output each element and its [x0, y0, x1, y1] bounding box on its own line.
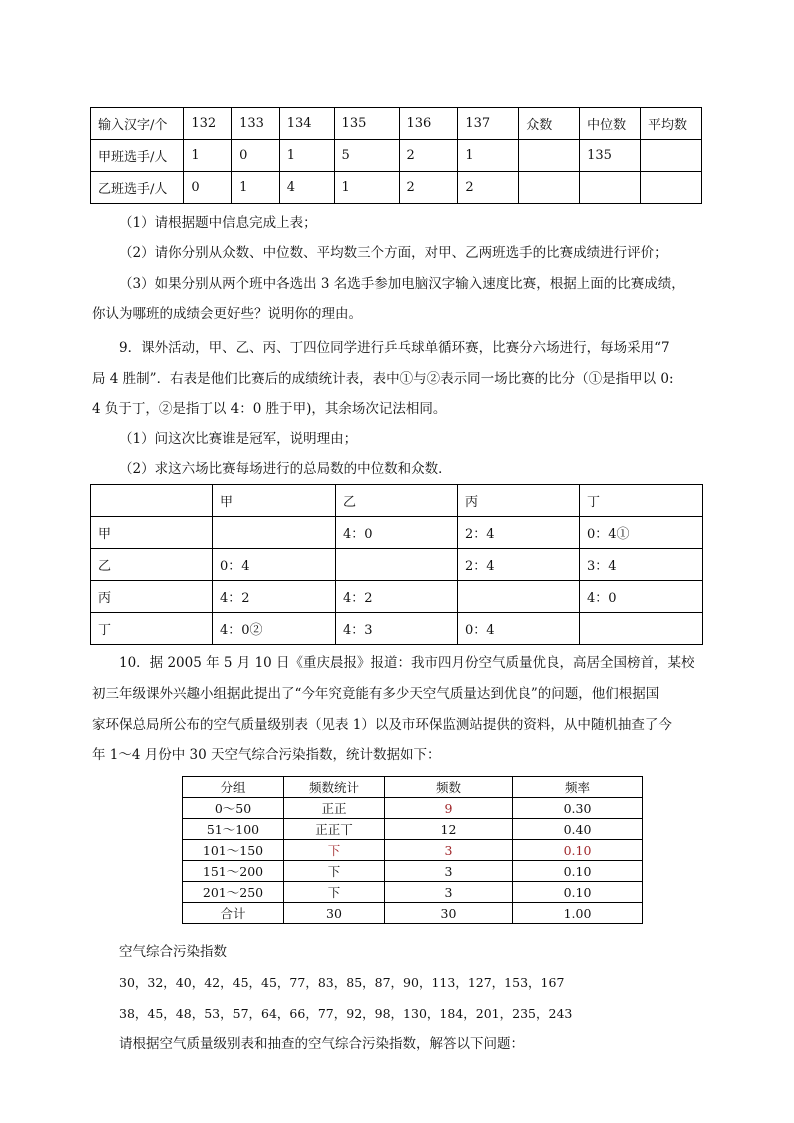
score-value: 2：4: [465, 527, 495, 542]
problem9-text-line2: 局 4 胜制”．右表是他们比赛后的成绩统计表，表中①与②表示同一场比赛的比分（①是指甲以 0:: [92, 371, 674, 387]
header-cell: 甲: [213, 485, 336, 517]
score-cell: [580, 581, 703, 613]
table-row: [91, 549, 703, 581]
row-label-cell: 丁: [91, 613, 213, 645]
row-label-cell: 甲: [91, 517, 213, 549]
tally-cell: 30: [284, 903, 385, 924]
tournament-table: [90, 484, 703, 645]
pollution-data-line2: 38，45，48，53，57，64，66，77，92，98，130，184，201，235，243: [119, 1006, 573, 1021]
table-cell: 2: [458, 172, 519, 204]
score-cell: [458, 581, 580, 613]
count-cell: 3: [385, 840, 513, 861]
problem10-text-line1: 10．据 2005 年 5 月 10 日《重庆晨报》报道：我市四月份空气质量优良，高居全国榜首，某校: [119, 655, 695, 671]
score-value: 4：2: [220, 591, 250, 606]
group-cell: 合计: [183, 903, 284, 924]
header-cell: 频数统计: [284, 777, 385, 798]
row-label-cell: 乙: [91, 549, 213, 581]
q8-part3: （3）如果分别从两个班中各选出 3 名选手参加电脑汉字输入速度比赛，根据上面的比赛成绩，: [119, 276, 685, 292]
table-header-row: [91, 108, 702, 140]
table-cell: 0: [232, 140, 280, 172]
table-row: [91, 140, 702, 172]
q8-part2: （2）请你分别从众数、中位数、平均数三个方面，对甲、乙两班选手的比赛成绩进行评价；: [119, 245, 668, 261]
group-cell: 201～250: [183, 882, 284, 903]
score-value: 3：4: [587, 559, 617, 574]
problem10-text-line3: 家环保总局所公布的空气质量级别表（见表 1）以及市环保监测站提供的资料，从中随机抽查了今: [92, 717, 672, 733]
table-row: [183, 861, 643, 882]
score-cell: [336, 549, 458, 581]
count-cell: 3: [385, 882, 513, 903]
score-cell: [458, 613, 580, 645]
table-cell: 4: [279, 172, 334, 204]
score-value: 4：3: [343, 623, 373, 638]
header-cell: 136: [399, 108, 458, 140]
table-cell: 5: [334, 140, 399, 172]
score-cell: [213, 549, 336, 581]
score-cell: [336, 581, 458, 613]
problem9-text-line3: 4 负于丁，②是指丁以 4：0 胜于甲)，其余场次记法相同。: [92, 401, 447, 417]
group-cell: 0～50: [183, 798, 284, 819]
group-cell: 151～200: [183, 861, 284, 882]
pollution-index-title: 空气综合污染指数: [119, 944, 227, 960]
header-cell: 135: [334, 108, 399, 140]
header-cell: 丙: [458, 485, 580, 517]
table-cell: [641, 140, 702, 172]
tally-cell: 下: [284, 861, 385, 882]
table-row: [91, 581, 703, 613]
score-cell: [336, 613, 458, 645]
problem9-part2: （2）求这六场比赛每场进行的总局数的中位数和众数．: [119, 461, 452, 477]
table-cell: 1: [334, 172, 399, 204]
table-cell: [519, 172, 580, 204]
score-cell: [458, 549, 580, 581]
table-cell: 135: [580, 140, 641, 172]
tally-cell: 下: [284, 840, 385, 861]
frequency-cell: 0.10: [513, 840, 643, 861]
circled-mark: ②: [249, 623, 263, 638]
table-cell: [519, 140, 580, 172]
score-value: 2：4: [465, 559, 495, 574]
header-cell: 输入汉字/个: [91, 108, 184, 140]
frequency-cell: 0.30: [513, 798, 643, 819]
q8-part3-continued: 你认为哪班的成绩会更好些？说明你的理由。: [92, 306, 362, 322]
table-cell: 1: [458, 140, 519, 172]
problem9-text-line1: 9．课外活动，甲、乙、丙、丁四位同学进行乒乓球单循环赛，比赛分六场进行，每场采用“7: [119, 340, 670, 356]
count-cell: 30: [385, 903, 513, 924]
table-row: [183, 903, 643, 924]
header-cell: 133: [232, 108, 280, 140]
score-cell: [213, 517, 336, 549]
row-label-cell: 甲班选手/人: [91, 140, 184, 172]
header-cell: 134: [279, 108, 334, 140]
header-cell: 丁: [580, 485, 703, 517]
score-cell: [458, 517, 580, 549]
score-cell: [336, 517, 458, 549]
q8-part1: （1）请根据题中信息完成上表；: [119, 215, 317, 231]
score-value: 4：2: [343, 591, 373, 606]
header-cell: 频率: [513, 777, 643, 798]
score-cell: [213, 613, 336, 645]
problem10-text-line4: 年 1～4 月份中 30 天空气综合污染指数，统计数据如下：: [92, 747, 441, 763]
header-cell: [91, 485, 213, 517]
table-header-row: [183, 777, 643, 798]
table-row: [183, 840, 643, 861]
score-value: 4：0: [587, 591, 617, 606]
score-cell: [580, 613, 703, 645]
tally-cell: 正正丅: [284, 819, 385, 840]
group-cell: 101～150: [183, 840, 284, 861]
header-cell: 平均数: [641, 108, 702, 140]
table-row: [91, 517, 703, 549]
score-value: 4：0: [220, 623, 250, 638]
table-cell: 0: [184, 172, 232, 204]
score-cell: [580, 549, 703, 581]
table-row: [183, 819, 643, 840]
table-header-row: [91, 485, 703, 517]
table-row: [91, 172, 702, 204]
score-value: 0：4: [220, 559, 250, 574]
count-cell: 12: [385, 819, 513, 840]
header-cell: 众数: [519, 108, 580, 140]
table-cell: 1: [232, 172, 280, 204]
header-cell: 分组: [183, 777, 284, 798]
table-cell: [580, 172, 641, 204]
group-cell: 51～100: [183, 819, 284, 840]
frequency-cell: 1.00: [513, 903, 643, 924]
row-label-cell: 丙: [91, 581, 213, 613]
frequency-cell: 0.10: [513, 861, 643, 882]
frequency-table: [182, 776, 643, 924]
circled-mark: ①: [616, 527, 630, 542]
frequency-cell: 0.40: [513, 819, 643, 840]
table-cell: [641, 172, 702, 204]
row-label-cell: 乙班选手/人: [91, 172, 184, 204]
header-cell: 乙: [336, 485, 458, 517]
problem9-part1: （1）问这次比赛谁是冠军，说明理由；: [119, 431, 358, 447]
score-value: 4：0: [343, 527, 373, 542]
table-cell: 2: [399, 172, 458, 204]
table-cell: 1: [184, 140, 232, 172]
table-cell: 2: [399, 140, 458, 172]
problem10-instruction: 请根据空气质量级别表和抽查的空气综合污染指数，解答以下问题：: [119, 1036, 524, 1052]
table-row: [183, 882, 643, 903]
tally-cell: 正正: [284, 798, 385, 819]
typing-score-table: [90, 107, 702, 204]
table-row: [183, 798, 643, 819]
frequency-cell: 0.10: [513, 882, 643, 903]
tally-cell: 下: [284, 882, 385, 903]
header-cell: 137: [458, 108, 519, 140]
header-cell: 频数: [385, 777, 513, 798]
table-row: [91, 613, 703, 645]
header-cell: 132: [184, 108, 232, 140]
count-cell: 3: [385, 861, 513, 882]
score-cell: [213, 581, 336, 613]
score-value: 0：4: [587, 527, 617, 542]
table-cell: 1: [279, 140, 334, 172]
pollution-data-line1: 30，32，40，42，45，45，77，83，85，87，90，113，127，153，167: [119, 975, 565, 990]
score-cell: [580, 517, 703, 549]
count-cell: 9: [385, 798, 513, 819]
score-value: 0：4: [465, 623, 495, 638]
problem10-text-line2: 初三年级课外兴趣小组据此提出了“今年究竟能有多少天空气质量达到优良”的问题，他们根据国: [92, 686, 660, 702]
header-cell: 中位数: [580, 108, 641, 140]
